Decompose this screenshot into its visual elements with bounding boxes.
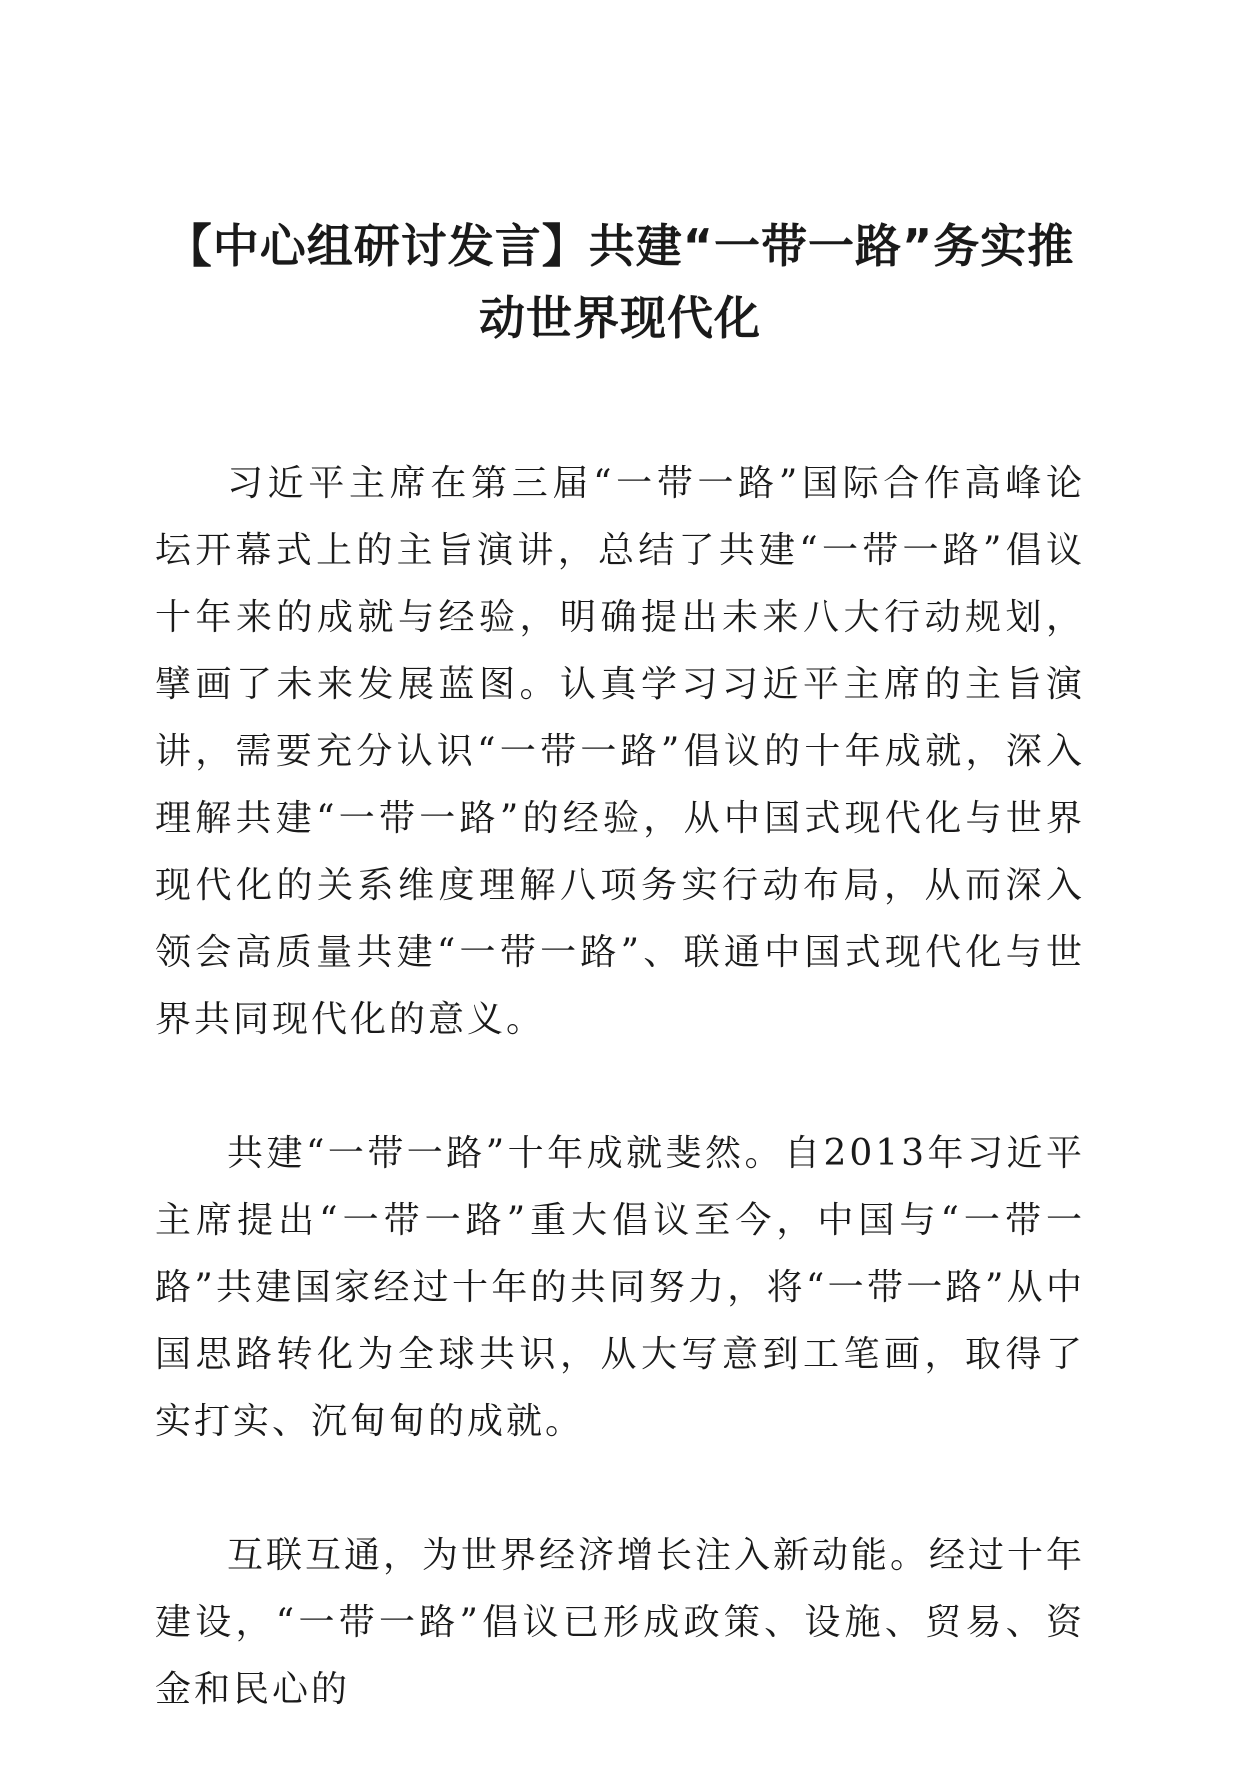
paragraph: 共建“一带一路”十年成就斐然。自2013年习近平主席提出“一带一路”重大倡议至今，中国与“一带一路”共建国家经过十年的共同努力，将“一带一路”从中国思路转化为全球共识，从大写意到工笔画，取得了实打实、沉甸甸的成就。 [155, 1133, 1085, 1442]
paragraph: 习近平主席在第三届“一带一路”国际合作高峰论坛开幕式上的主旨演讲，总结了共建“一带一路”倡议十年来的成就与经验，明确提出未来八大行动规划，擘画了未来发展蓝图。认真学习习近平主席的主旨演讲，需要充分认识“一带一路”倡议的十年成就，深入理解共建“一带一路”的经验，从中国式现代化与世界现代化的关系维度理解八项务实行动布局，从而深入领会高质量共建“一带一路”、联通中国式现代化与世界共同现代化的意义。 [155, 463, 1085, 1040]
document-title: 【中心组研讨发言】共建“一带一路”务实推动世界现代化 [165, 219, 1075, 345]
document-body [155, 450, 1085, 1790]
paragraph: 互联互通，为世界经济增长注入新动能。经过十年建设，“一带一路”倡议已形成政策、设施、贸易、资金和民心的 [155, 1535, 1086, 1710]
